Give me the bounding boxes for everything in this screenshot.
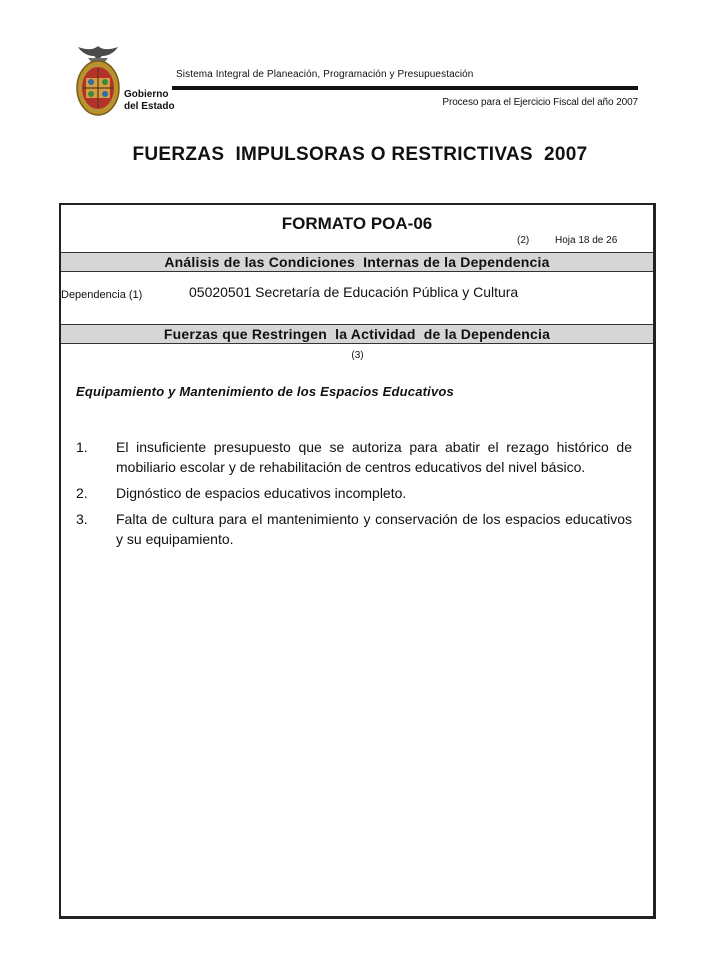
- government-label-line1: Gobierno: [124, 89, 169, 100]
- list-item: [76, 437, 632, 477]
- item-number: 3.: [76, 511, 88, 527]
- item-text: Dignóstico de espacios educativos incompleto.: [116, 485, 407, 501]
- form-frame: [59, 203, 656, 919]
- state-seal-logo: [74, 44, 122, 120]
- item-text: El insuficiente presupuesto que se autoriza para abatir el rezago histórico de mobiliario escolar y de rehabilitación de centros educativos del nivel básico.: [116, 439, 632, 475]
- reference-3: (3): [351, 350, 364, 361]
- dependency-value: 05020501 Secretaría de Educación Pública y Cultura: [189, 284, 519, 300]
- list-item: [76, 483, 632, 503]
- item-number: 1.: [76, 439, 88, 455]
- restricting-forces-list: [76, 437, 632, 555]
- section-band-internal-analysis: Análisis de las Condiciones Internas de la Dependencia: [61, 252, 653, 272]
- dependency-label: Dependencia (1): [61, 289, 143, 301]
- page-number-label: Hoja 18 de 26: [555, 235, 618, 246]
- item-number: 2.: [76, 485, 88, 501]
- page-title: FUERZAS IMPULSORAS O RESTRICTIVAS 2007: [132, 144, 588, 165]
- format-title: FORMATO POA-06: [281, 214, 433, 233]
- system-name: Sistema Integral de Planeación, Programación y Presupuestación: [176, 69, 474, 80]
- section-heading: Equipamiento y Mantenimiento de los Espacios Educativos: [76, 384, 454, 399]
- government-label-line2: del Estado: [124, 101, 175, 112]
- item-text: Falta de cultura para el mantenimiento y conservación de los espacios educativos y su equipamiento.: [116, 511, 632, 547]
- reference-2: (2): [517, 235, 530, 246]
- process-label: Proceso para el Ejercicio Fiscal del año 2007: [442, 97, 638, 108]
- list-item: [76, 509, 632, 549]
- header-rule: [172, 86, 638, 90]
- section-band-restricting-forces: Fuerzas que Restringen la Actividad de la Dependencia: [61, 324, 653, 344]
